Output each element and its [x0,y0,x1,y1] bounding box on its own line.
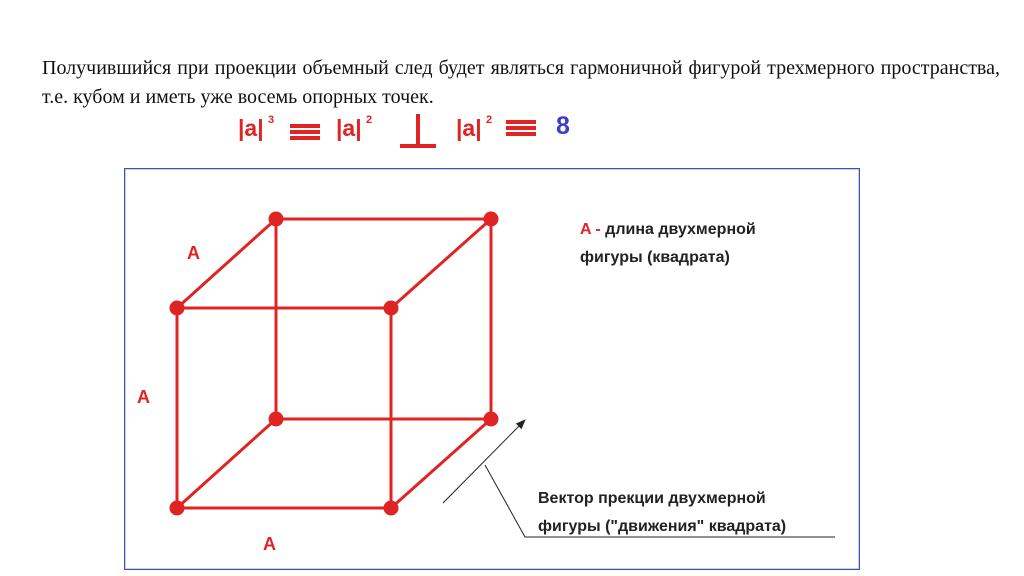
formula-term-1: |a| [238,115,264,141]
formula-exponent-1: 3 [268,114,275,126]
cube-vertex [269,412,284,427]
vector-label-line2: фигуры ("движения" квадрата) [538,518,787,535]
legend-a [580,221,756,238]
perpendicular-sign [400,114,436,148]
cube-vertex [484,412,499,427]
edge-label-top: A [187,243,200,263]
formula-result: 8 [556,112,570,140]
equivalence-sign-1 [290,124,320,140]
cube-vertex [384,301,399,316]
edge-label-left: A [137,387,150,407]
cube-vertex [269,212,284,227]
cube-depth-edges [177,219,491,508]
cube-vertex [384,501,399,516]
formula-term-2: |a| [336,115,362,141]
equivalence-sign-2 [506,120,536,136]
legend-a-key: A - [580,221,601,238]
cube-vertex [170,501,185,516]
legend-a-line1: длина двухмерной [600,221,756,238]
edge-label-bottom: A [263,534,276,554]
cube-diagram-svg [125,169,861,571]
formula-exponent-2: 2 [366,114,373,126]
formula-exponent-3: 2 [486,114,493,126]
legend-a-line2: фигуры (квадрата) [580,249,730,266]
projection-vector-arrow [443,420,525,503]
intro-paragraph: Получившийся при проекции объемный след будет являться гармоничной фигурой трехмерного пространства, т.е. кубом и иметь уже восемь опорных точек. [42,57,1000,108]
cube-diagram [124,168,860,570]
vector-label-line1: Вектор прекции двухмерной [538,490,766,507]
cube-vertex [170,301,185,316]
cube-vertex [484,212,499,227]
formula-term-3: |a| [456,115,482,141]
